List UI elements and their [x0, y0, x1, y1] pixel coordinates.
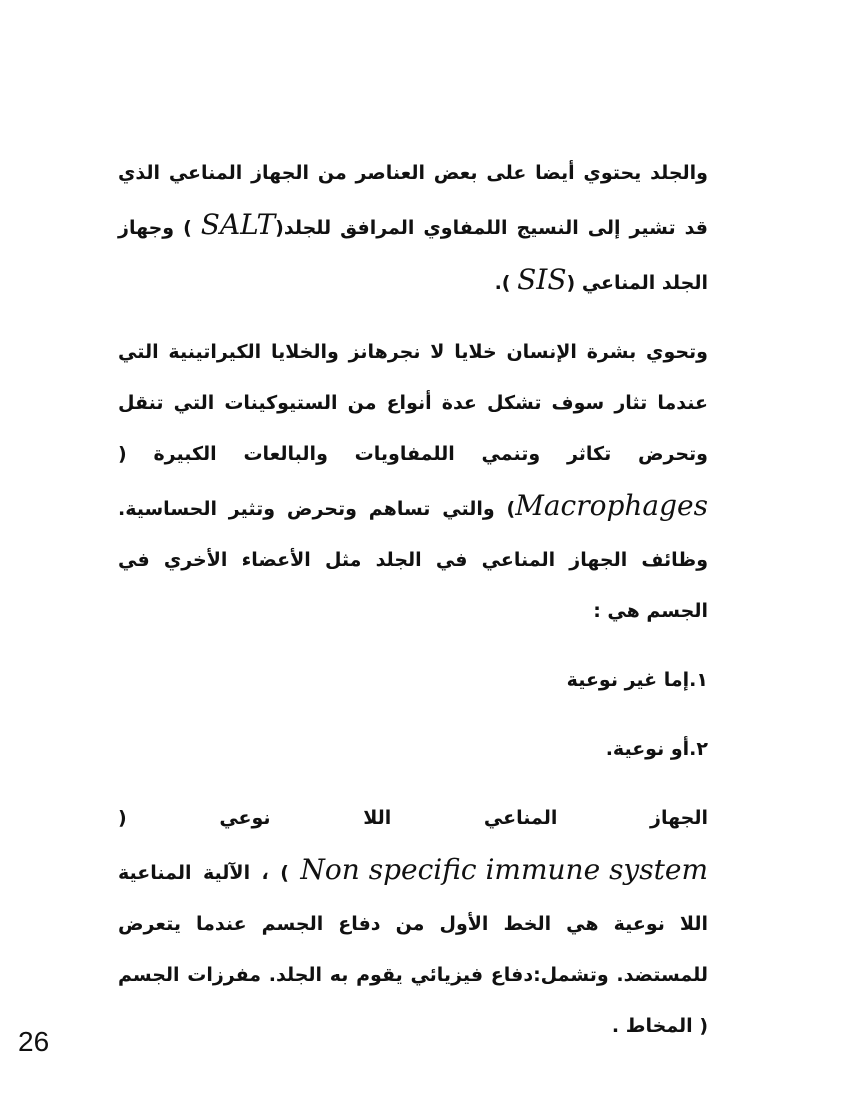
- paragraph-text: والجلد يحتوي أيضا على بعض العناصر من الجهاز المناعي الذي قد تشير إلى النسيج اللمفاوي المرافق للجلد(: [118, 162, 708, 239]
- term-macrophages: Macrophages: [515, 489, 708, 522]
- paragraph-text: وتحوي بشرة الإنسان خلايا لا نجرهانز والخلايا الكيراتينية التي عندما تثار سوف تشكل عدة أنواع من الستيوكينات التي تنقل وتحرض تكاثر وتنمي اللمفاويات والبالعات الكبيرة (: [118, 341, 708, 465]
- list-item-nonspecific: ١.إما غير نوعية: [566, 669, 708, 691]
- paragraph-text: ) والتي تساهم وتحرض وتثير الحساسية. وظائف الجهاز المناعي في الجلد مثل الأعضاء الأخري في الجسم هي :: [118, 498, 708, 622]
- paragraph-text: ).: [494, 272, 518, 294]
- paragraph-text: الجهاز المناعي اللا نوعي (: [118, 807, 708, 829]
- term-salt: SALT: [200, 208, 276, 241]
- paragraph-epidermis-cells: [118, 327, 708, 637]
- paragraph-skin-immune-elements: [118, 148, 708, 309]
- term-nonspecific-immune-system: Non specific immune system: [300, 853, 708, 886]
- paragraph-text: ) ، الآلية المناعية اللا نوعية هي الخط الأول من دفاع الجسم عندما يتعرض للمستضد. وتشمل:دفاع فيزيائي يقوم به الجلد. مفرزات الجسم ( المخاط .: [118, 862, 708, 1037]
- list-item-specific: ٢.أو نوعية.: [605, 738, 708, 760]
- paragraph-nonspecific-immune: [118, 793, 708, 1052]
- page-number: 26: [18, 1026, 50, 1057]
- term-sis: SIS: [517, 263, 567, 296]
- paragraph-text: ) وجهاز الجلد المناعي (: [118, 217, 708, 294]
- page-content: [118, 148, 708, 1052]
